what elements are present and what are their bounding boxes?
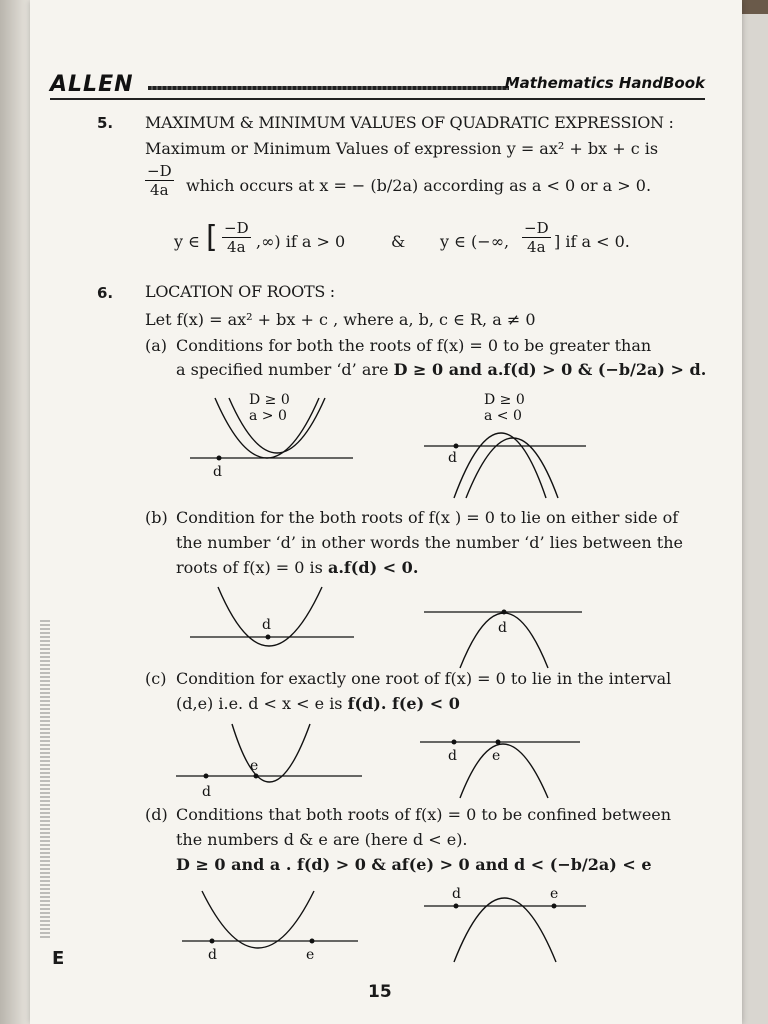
figure-b-downward bbox=[422, 588, 587, 670]
fraction-denominator: 4a bbox=[150, 181, 169, 199]
range1-bracket: [ bbox=[206, 220, 218, 255]
section-5-title: MAXIMUM & MINIMUM VALUES OF QUADRATIC EXPRESSION : bbox=[145, 113, 674, 132]
range2-denominator: 4a bbox=[527, 238, 546, 256]
fig-d-right-point-e bbox=[552, 904, 557, 909]
fig-d-left-point-e bbox=[310, 939, 315, 944]
range2-numerator: −D bbox=[524, 219, 549, 237]
figure-c-downward bbox=[420, 718, 585, 800]
part-d-label: (d) bbox=[145, 805, 168, 824]
range1-denominator: 4a bbox=[227, 238, 246, 256]
page-number: 15 bbox=[368, 982, 392, 1002]
figure-a-downward bbox=[420, 388, 590, 500]
figure-c-upward bbox=[176, 720, 366, 802]
part-d-text2: the numbers d & e are (here d < e). bbox=[176, 830, 468, 849]
part-b-text1: Condition for the both roots of f(x ) = 0 to lie on either side of bbox=[176, 508, 679, 527]
fig-a-right-d-label: d bbox=[448, 450, 457, 466]
fig-b-right-point-d bbox=[502, 610, 507, 615]
part-a-text2-plain: a specified number ‘d’ are bbox=[176, 360, 389, 379]
fig-c-right-point-d bbox=[452, 740, 457, 745]
fig-a-left-cond1: D ≥ 0 bbox=[249, 392, 290, 408]
margin-file-path-text bbox=[40, 620, 50, 940]
part-c-text1: Condition for exactly one root of f(x) = 0 to lie in the interval bbox=[176, 669, 672, 688]
fig-c-right-d-label: d bbox=[448, 748, 457, 764]
section-5-line1: Maximum or Minimum Values of expression y = ax² + bx + c is bbox=[145, 139, 659, 158]
range2-fraction bbox=[522, 219, 551, 256]
fraction-numerator: −D bbox=[147, 162, 172, 180]
fig-b-left-point-d bbox=[266, 635, 271, 640]
fig-c-left-point-d bbox=[204, 774, 209, 779]
header-rule bbox=[148, 86, 509, 90]
range1-suffix: ,∞) if a > 0 bbox=[256, 232, 346, 251]
margin-mark: E bbox=[52, 948, 65, 969]
part-b-label: (b) bbox=[145, 508, 168, 527]
range1-fraction bbox=[222, 219, 251, 256]
fig-b-left-d-label: d bbox=[262, 617, 271, 633]
fig-d-right-e-label: e bbox=[550, 886, 559, 902]
fig-a-right-cond1: D ≥ 0 bbox=[484, 392, 525, 408]
figure-d-downward bbox=[424, 884, 590, 964]
fig-d-right-point-d bbox=[454, 904, 459, 909]
part-b-text2: the number ‘d’ in other words the number ‘d’ lies between the bbox=[176, 533, 683, 552]
allen-logo: ALLEN bbox=[50, 72, 134, 97]
part-a-text1: Conditions for both the roots of f(x) = 0 to be greater than bbox=[176, 336, 652, 355]
section-5-number: 5. bbox=[97, 114, 114, 132]
fig-a-right-cond2: a < 0 bbox=[484, 408, 522, 424]
part-b-text3-plain: roots of f(x) = 0 is bbox=[176, 558, 323, 577]
section-6-title: LOCATION OF ROOTS : bbox=[145, 282, 335, 301]
section-6-intro: Let f(x) = ax² + bx + c , where a, b, c ∈ R, a ≠ 0 bbox=[145, 310, 536, 329]
part-d-text1: Conditions that both roots of f(x) = 0 to be confined between bbox=[176, 805, 672, 824]
fig-b-right-d-label: d bbox=[498, 620, 507, 636]
fig-a-right-point-d bbox=[454, 444, 459, 449]
fig-d-left-e-label: e bbox=[306, 947, 315, 963]
range2-suffix: ] if a < 0. bbox=[554, 232, 630, 251]
part-b-text3 bbox=[176, 558, 418, 577]
part-a-condition: D ≥ 0 and a.f(d) > 0 & (−b/2a) > d. bbox=[393, 360, 707, 379]
fig-c-right-point-e bbox=[496, 740, 501, 745]
handbook-title: Mathematics HandBook bbox=[504, 74, 705, 92]
fig-a-left-d-label: d bbox=[213, 464, 222, 480]
range1-numerator: −D bbox=[224, 219, 249, 237]
fig-c-left-e-label: e bbox=[250, 758, 259, 774]
part-a-text2 bbox=[176, 360, 706, 379]
fig-c-left-point-e bbox=[254, 774, 259, 779]
figure-b-upward bbox=[188, 585, 358, 665]
ampersand: & bbox=[391, 232, 406, 251]
part-d-condition: D ≥ 0 and a . f(d) > 0 & af(e) > 0 and d < (−b/2a) < e bbox=[176, 855, 652, 874]
part-c-condition: f(d). f(e) < 0 bbox=[347, 694, 460, 713]
fig-d-right-d-label: d bbox=[452, 886, 461, 902]
fig-d-left-point-d bbox=[210, 939, 215, 944]
fig-d-right-parabola bbox=[454, 898, 556, 962]
fig-c-left-parabola bbox=[232, 724, 310, 782]
fig-c-left-d-label: d bbox=[202, 784, 211, 800]
fig-d-left-parabola bbox=[202, 891, 314, 948]
part-a-label: (a) bbox=[145, 336, 168, 355]
header-underline bbox=[50, 98, 705, 100]
fig-c-right-e-label: e bbox=[492, 748, 501, 764]
fig-a-left-cond2: a > 0 bbox=[249, 408, 287, 424]
section-6-number: 6. bbox=[97, 284, 114, 302]
part-c-text2-plain: (d,e) i.e. d < x < e is bbox=[176, 694, 343, 713]
figure-d-upward bbox=[182, 885, 362, 965]
page-header bbox=[50, 72, 705, 98]
part-b-condition: a.f(d) < 0. bbox=[327, 558, 419, 577]
fig-c-right-parabola bbox=[460, 744, 548, 798]
range1-prefix: y ∈ bbox=[174, 232, 200, 251]
range2-prefix: y ∈ (−∞, bbox=[440, 232, 510, 251]
part-c-text2 bbox=[176, 694, 460, 713]
binding-edge bbox=[0, 0, 30, 1024]
figure-a-upward bbox=[185, 388, 360, 488]
fig-d-left-d-label: d bbox=[208, 947, 217, 963]
fig-a-left-point-d bbox=[217, 456, 222, 461]
part-c-label: (c) bbox=[145, 669, 167, 688]
minus-d-over-4a bbox=[145, 162, 174, 199]
section-5-line2: which occurs at x = − (b/2a) according as a < 0 or a > 0. bbox=[186, 176, 652, 195]
